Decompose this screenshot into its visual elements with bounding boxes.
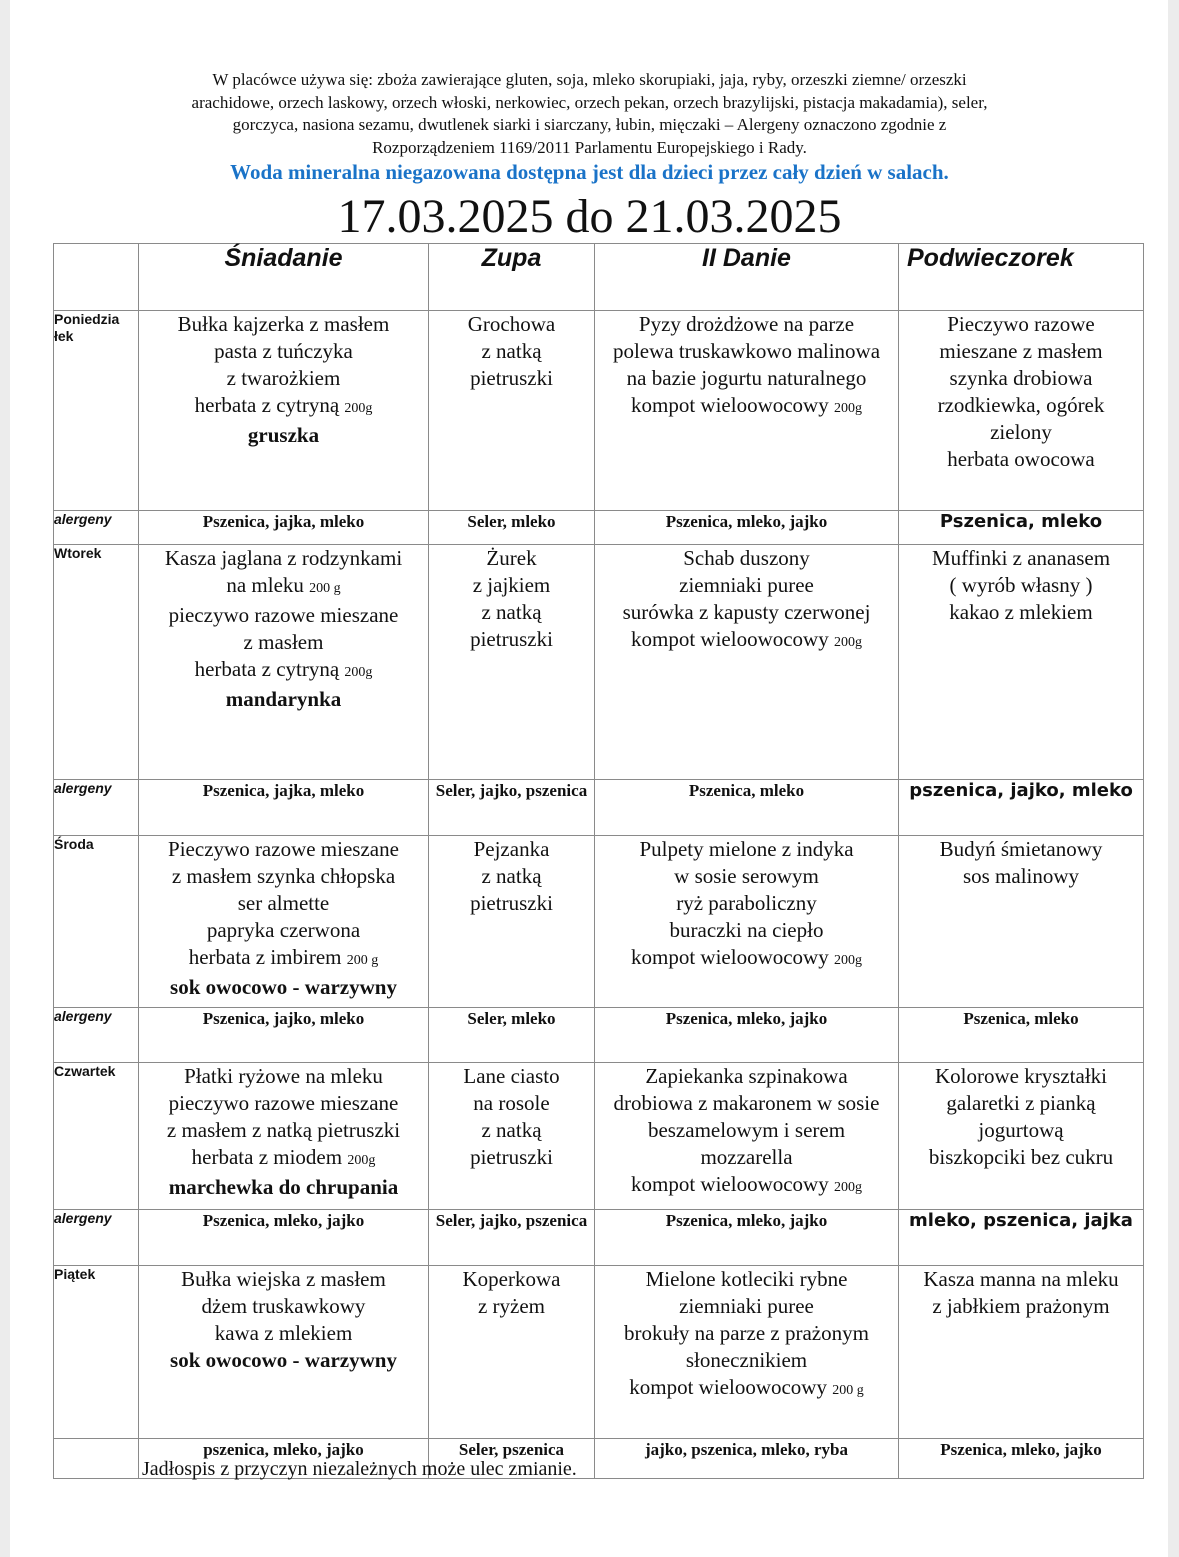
dish-text: buraczki na ciepło [669,918,824,942]
dish-text: marchewka do chrupania [168,1175,399,1199]
dish-line [595,944,898,974]
portion-size: 200 g [832,1383,864,1398]
allergen-row [54,1210,1144,1266]
day-name-cell: Poniedzia łek [54,311,139,511]
dish-line [139,686,428,713]
dish-cell-soup [429,545,595,780]
dish-text: herbata z miodem [191,1145,348,1169]
dish-line [595,1090,898,1117]
dish-line [429,863,594,890]
dish-text: Schab duszony [683,546,810,570]
dish-line [429,1293,594,1320]
menu-header-row [54,244,1144,311]
dish-text: na bazie jogurtu naturalnego [626,366,867,390]
dish-line [899,446,1143,473]
dish-line [429,311,594,338]
dish-line [595,626,898,656]
allergen-cell-snack: Pszenica, mleko [899,511,1144,545]
dish-text: kompot wieloowocowy [631,1172,834,1196]
allergen-label-cell: alergeny [54,1008,139,1063]
dish-text: jogurtową [978,1118,1064,1142]
allergen-row [54,511,1144,545]
dish-text: pietruszki [470,1145,553,1169]
dish-line [429,338,594,365]
dish-text: ziemniaki puree [679,573,814,597]
menu-table [53,243,1144,1479]
dish-text: beszamelowym i serem [647,1118,846,1142]
dish-cell-soup [429,1063,595,1210]
dish-line [429,1266,594,1293]
dish-line [429,545,594,572]
dish-line [139,392,428,422]
dish-text: biszkopciki bez cukru [928,1145,1114,1169]
allergen-label-cell [54,1439,139,1479]
dish-text: ziemniaki puree [679,1294,814,1318]
dish-text: mozzarella [700,1145,793,1169]
dish-line [139,338,428,365]
portion-size: 200g [833,953,862,968]
dish-text: mieszane z masłem [939,339,1103,363]
allergen-cell-breakfast: Pszenica, jajka, mleko [139,511,429,545]
dish-text: kompot wieloowocowy [631,945,834,969]
dish-text: z natką [481,1118,542,1142]
dish-text: Zapiekanka szpinakowa [645,1064,848,1088]
allergen-cell-soup: Seler, mleko [429,511,595,545]
dish-text: papryka czerwona [206,918,361,942]
dish-cell-main [595,836,899,1008]
dish-text: brokuły na parze z prażonym [624,1321,869,1345]
dish-line [139,863,428,890]
dish-text: ryż paraboliczny [676,891,817,915]
dish-line [139,1117,428,1144]
dish-line [139,1266,428,1293]
allergen-cell-soup: Seler, pszenica [429,1439,595,1479]
dish-text: sok owocowo - warzywny [170,1348,397,1372]
dish-cell-soup [429,1266,595,1439]
portion-size: 200 g [309,581,341,596]
day-row [54,1063,1144,1210]
dish-cell-snack [899,545,1144,780]
dish-line [139,422,428,449]
day-row [54,836,1144,1008]
portion-size: 200 g [346,953,379,968]
dish-text: pieczywo razowe mieszane [168,1091,399,1115]
allergen-cell-main: jajko, pszenica, mleko, ryba [595,1439,899,1479]
dish-line [899,365,1143,392]
dish-text: drobiowa z makaronem w sosie [613,1091,880,1115]
column-header-breakfast: Śniadanie [139,244,429,311]
corner-cell [54,244,139,311]
dish-cell-snack [899,1063,1144,1210]
dish-line [429,572,594,599]
dish-text: mandarynka [225,687,342,711]
dish-text: Kolorowe kryształki [934,1064,1108,1088]
dish-text: kompot wieloowocowy [631,627,834,651]
dish-text: Pyzy drożdżowe na parze [638,312,855,336]
dish-cell-soup [429,836,595,1008]
date-range-title: 17.03.2025 do 21.03.2025 [337,190,842,243]
dish-text: pietruszki [470,366,553,390]
portion-size: 200g [833,635,862,650]
dish-text: Grochowa [467,312,556,336]
allergen-label-cell: alergeny [54,780,139,836]
water-note: Woda mineralna niegazowana dostępna jest dla dzieci przez cały dzień w salach. [230,160,949,184]
dish-cell-breakfast [139,1063,429,1210]
dish-line [595,836,898,863]
dish-text: Mielone kotleciki rybne [645,1267,848,1291]
dish-line [899,392,1143,419]
day-name-cell: Wtorek [54,545,139,780]
dish-line [899,1090,1143,1117]
dish-cell-breakfast [139,311,429,511]
dish-cell-snack [899,311,1144,511]
dish-text: z masłem [243,630,324,654]
dish-text: dżem truskawkowy [201,1294,366,1318]
dish-line [139,602,428,629]
portion-size: 200g [344,665,373,680]
dish-text: herbata z imbirem [188,945,347,969]
dish-text: gruszka [247,423,320,447]
dish-line [899,599,1143,626]
dish-text: Kasza manna na mleku [923,1267,1119,1291]
portion-size: 200g [833,401,862,416]
dish-cell-breakfast [139,836,429,1008]
day-name-cell: Piątek [54,1266,139,1439]
dish-line [139,974,428,1001]
dish-text: ( wyrób własny ) [949,573,1093,597]
dish-text: z ryżem [477,1294,546,1318]
portion-size: 200g [344,401,373,416]
dish-line [139,917,428,944]
dish-cell-main [595,1266,899,1439]
day-row [54,545,1144,780]
dish-line [899,863,1143,890]
dish-text: zielony [990,420,1052,444]
dish-text: z natką [481,864,542,888]
column-header-snack: Podwieczorek [899,244,1144,311]
allergen-cell-soup: Seler, jajko, pszenica [429,780,595,836]
dish-line [595,1293,898,1320]
dish-line [595,311,898,338]
allergen-information [0,69,1179,159]
allergen-cell-main: Pszenica, mleko, jajko [595,511,899,545]
day-name-cell: Czwartek [54,1063,139,1210]
allergen-cell-breakfast: Pszenica, mleko, jajko [139,1210,429,1266]
dish-text: pietruszki [470,627,553,651]
allergen-cell-soup: Seler, jajko, pszenica [429,1210,595,1266]
dish-line [139,1063,428,1090]
dish-text: pieczywo razowe mieszane [168,603,399,627]
dish-text: z natką [481,339,542,363]
dish-line [139,1144,428,1174]
dish-line [899,419,1143,446]
allergen-note-line: Rozporządzeniem 1169/2011 Parlamentu Europejskiego i Rady. [372,137,807,157]
allergen-cell-main: Pszenica, mleko, jajko [595,1210,899,1266]
dish-text: z twarożkiem [226,366,341,390]
dish-text: polewa truskawkowo malinowa [612,339,881,363]
dish-text: Pulpety mielone z indyka [639,837,854,861]
allergen-row [54,1008,1144,1063]
dish-line [595,1320,898,1347]
dish-line [139,1090,428,1117]
dish-text: sos malinowy [962,864,1080,888]
dish-line [139,572,428,602]
dish-line [429,626,594,653]
allergen-cell-snack: mleko, pszenica, jajka [899,1210,1144,1266]
dish-line [595,392,898,422]
dish-text: Bułka wiejska z masłem [181,1267,386,1291]
dish-line [429,890,594,917]
dish-line [139,1293,428,1320]
allergen-row [54,780,1144,836]
dish-text: galaretki z pianką [946,1091,1096,1115]
dish-text: pietruszki [470,891,553,915]
dish-line [429,1090,594,1117]
dish-line [899,1266,1143,1293]
dish-line [595,890,898,917]
allergen-cell-breakfast: pszenica, mleko, jajko [139,1439,429,1479]
dish-line [139,629,428,656]
dish-text: Pieczywo razowe mieszane [168,837,399,861]
dish-text: z masłem szynka chłopska [171,864,396,888]
dish-text: herbata z cytryną [194,393,345,417]
dish-cell-snack [899,836,1144,1008]
allergen-cell-breakfast: Pszenica, jajka, mleko [139,780,429,836]
dish-line [595,599,898,626]
dish-line [595,917,898,944]
dish-text: herbata owocowa [947,447,1095,471]
dish-line [595,1117,898,1144]
dish-text: kawa z mlekiem [214,1321,353,1345]
dish-cell-breakfast [139,545,429,780]
portion-size: 200g [833,1180,862,1195]
dish-text: kompot wieloowocowy [631,393,834,417]
dish-cell-main [595,1063,899,1210]
dish-line [139,836,428,863]
dish-cell-soup [429,311,595,511]
dish-text: Lane ciasto [463,1064,560,1088]
column-header-main-dish: II Danie [595,244,899,311]
portion-size: 200g [347,1153,376,1168]
dish-text: w sosie serowym [674,864,819,888]
dish-text: z jabłkiem prażonym [932,1294,1110,1318]
dish-cell-snack [899,1266,1144,1439]
allergen-label-cell: alergeny [54,1210,139,1266]
dish-line [429,1117,594,1144]
dish-line [595,545,898,572]
dish-line [595,365,898,392]
dish-line [899,338,1143,365]
allergen-cell-main: Pszenica, mleko, jajko [595,1008,899,1063]
allergen-cell-snack: pszenica, jajko, mleko [899,780,1144,836]
dish-cell-main [595,545,899,780]
dish-text: herbata z cytryną [194,657,345,681]
dish-line [139,944,428,974]
allergen-cell-snack: Pszenica, mleko, jajko [899,1439,1144,1479]
allergen-cell-soup: Seler, mleko [429,1008,595,1063]
dish-text: słonecznikiem [685,1348,808,1372]
dish-text: z masłem z natką pietruszki [166,1118,401,1142]
dish-line [429,1063,594,1090]
dish-text: Budyń śmietanowy [939,837,1103,861]
dish-line [429,365,594,392]
day-row [54,1266,1144,1439]
dish-text: ser almette [237,891,330,915]
dish-text: pasta z tuńczyka [214,339,353,363]
allergen-cell-main: Pszenica, mleko [595,780,899,836]
dish-text: Koperkowa [462,1267,561,1291]
dish-line [429,836,594,863]
dish-line [595,1347,898,1374]
day-row [54,311,1144,511]
dish-text: szynka drobiowa [949,366,1093,390]
dish-text: na mleku [226,573,310,597]
dish-text: na rosole [473,1091,550,1115]
column-header-soup: Zupa [429,244,595,311]
dish-line [139,545,428,572]
dish-text: kakao z mlekiem [949,600,1093,624]
dish-line [595,1171,898,1201]
allergen-note-line: gorczyca, nasiona sezamu, dwutlenek siarki i siarczany, łubin, mięczaki – Alergeny oznaczono zgodnie z [232,115,947,134]
dish-text: Muffinki z ananasem [931,546,1111,570]
dish-line [899,836,1143,863]
dish-line [595,1144,898,1171]
dish-line [595,572,898,599]
dish-line [899,311,1143,338]
dish-line [139,1320,428,1347]
dish-line [899,1063,1143,1090]
dish-line [139,656,428,686]
dish-line [899,1144,1143,1171]
dish-line [595,863,898,890]
dish-line [429,1144,594,1171]
dish-line [899,572,1143,599]
allergen-note-line: W placówce używa się: zboża zawierające gluten, soja, mleko skorupiaki, jaja, ryby, orzeszki ziemne/ orzeszki [212,70,967,89]
dish-text: Płatki ryżowe na mleku [184,1064,383,1088]
dish-line [899,1117,1143,1144]
dish-cell-main [595,311,899,511]
menu-body [54,311,1144,1479]
dish-text: z natką [481,600,542,624]
dish-line [139,1347,428,1374]
dish-text: rzodkiewka, ogórek [937,393,1105,417]
dish-line [139,311,428,338]
dish-text: sok owocowo - warzywny [170,975,397,999]
dish-line [595,1063,898,1090]
allergen-cell-breakfast: Pszenica, jajko, mleko [139,1008,429,1063]
dish-text: Pieczywo razowe [947,312,1095,336]
dish-text: Pejzanka [473,837,550,861]
footer-note: Jadłospis z przyczyn niezależnych może ulec zmianie. [142,1458,577,1480]
dish-line [139,890,428,917]
dish-text: Żurek [486,546,537,570]
dish-line [139,365,428,392]
dish-cell-breakfast [139,1266,429,1439]
allergen-note-line: arachidowe, orzech laskowy, orzech włoski, nerkowiec, orzech pekan, orzech brazylijski, pistacja makadamia), seler, [191,92,988,112]
dish-text: kompot wieloowocowy [629,1375,833,1399]
allergen-label-cell: alergeny [54,511,139,545]
dish-line [139,1174,428,1201]
dish-line [429,599,594,626]
day-name-cell: Środa [54,836,139,1008]
dish-text: surówka z kapusty czerwonej [622,600,871,624]
dish-text: Kasza jaglana z rodzynkami [164,546,403,570]
dish-line [595,1266,898,1293]
dish-line [595,1374,898,1404]
dish-line [899,545,1143,572]
dish-text: z jajkiem [472,573,551,597]
dish-line [595,338,898,365]
dish-line [899,1293,1143,1320]
allergen-cell-snack: Pszenica, mleko [899,1008,1144,1063]
dish-text: Bułka kajzerka z masłem [177,312,390,336]
